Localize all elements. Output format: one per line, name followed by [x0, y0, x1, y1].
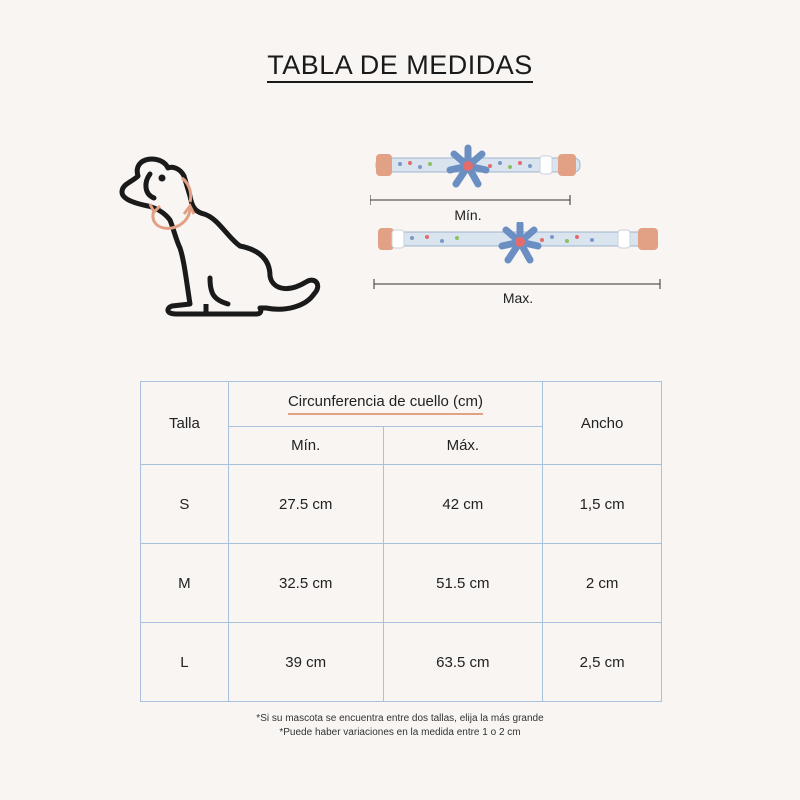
header-width: Ancho: [543, 382, 662, 465]
collar-max-label: Max.: [502, 290, 534, 306]
size-table: [140, 381, 662, 702]
header-min: Mín.: [228, 427, 383, 465]
collar-min-icon: [370, 142, 590, 212]
footnote: *Puede haber variaciones en la medida entre 1 o 2 cm: [279, 727, 521, 738]
header-size: Talla: [141, 382, 229, 465]
cell-max: 63.5 cm: [383, 623, 543, 702]
cell-width: 2 cm: [543, 544, 662, 623]
collar-max-icon: [372, 222, 664, 294]
footnote: *Si su mascota se encuentra entre dos tallas, elija la más grande: [256, 713, 544, 724]
cell-max: 42 cm: [383, 465, 543, 544]
cell-size: S: [141, 465, 229, 544]
cell-min: 39 cm: [228, 623, 383, 702]
page-title: [0, 50, 800, 81]
dog-outline-icon: [110, 148, 325, 323]
cell-min: 32.5 cm: [228, 544, 383, 623]
cell-width: 1,5 cm: [543, 465, 662, 544]
table-row: [141, 465, 662, 544]
table-row: [141, 544, 662, 623]
footnotes: [0, 712, 800, 740]
cell-width: 2,5 cm: [543, 623, 662, 702]
collar-min-label: Mín.: [454, 207, 482, 223]
header-circumference: Circunferencia de cuello (cm): [228, 382, 542, 427]
page-title-text: TABLA DE MEDIDAS: [267, 50, 533, 83]
header-max: Máx.: [383, 427, 543, 465]
cell-size: L: [141, 623, 229, 702]
table-row: [141, 623, 662, 702]
cell-min: 27.5 cm: [228, 465, 383, 544]
cell-max: 51.5 cm: [383, 544, 543, 623]
cell-size: M: [141, 544, 229, 623]
